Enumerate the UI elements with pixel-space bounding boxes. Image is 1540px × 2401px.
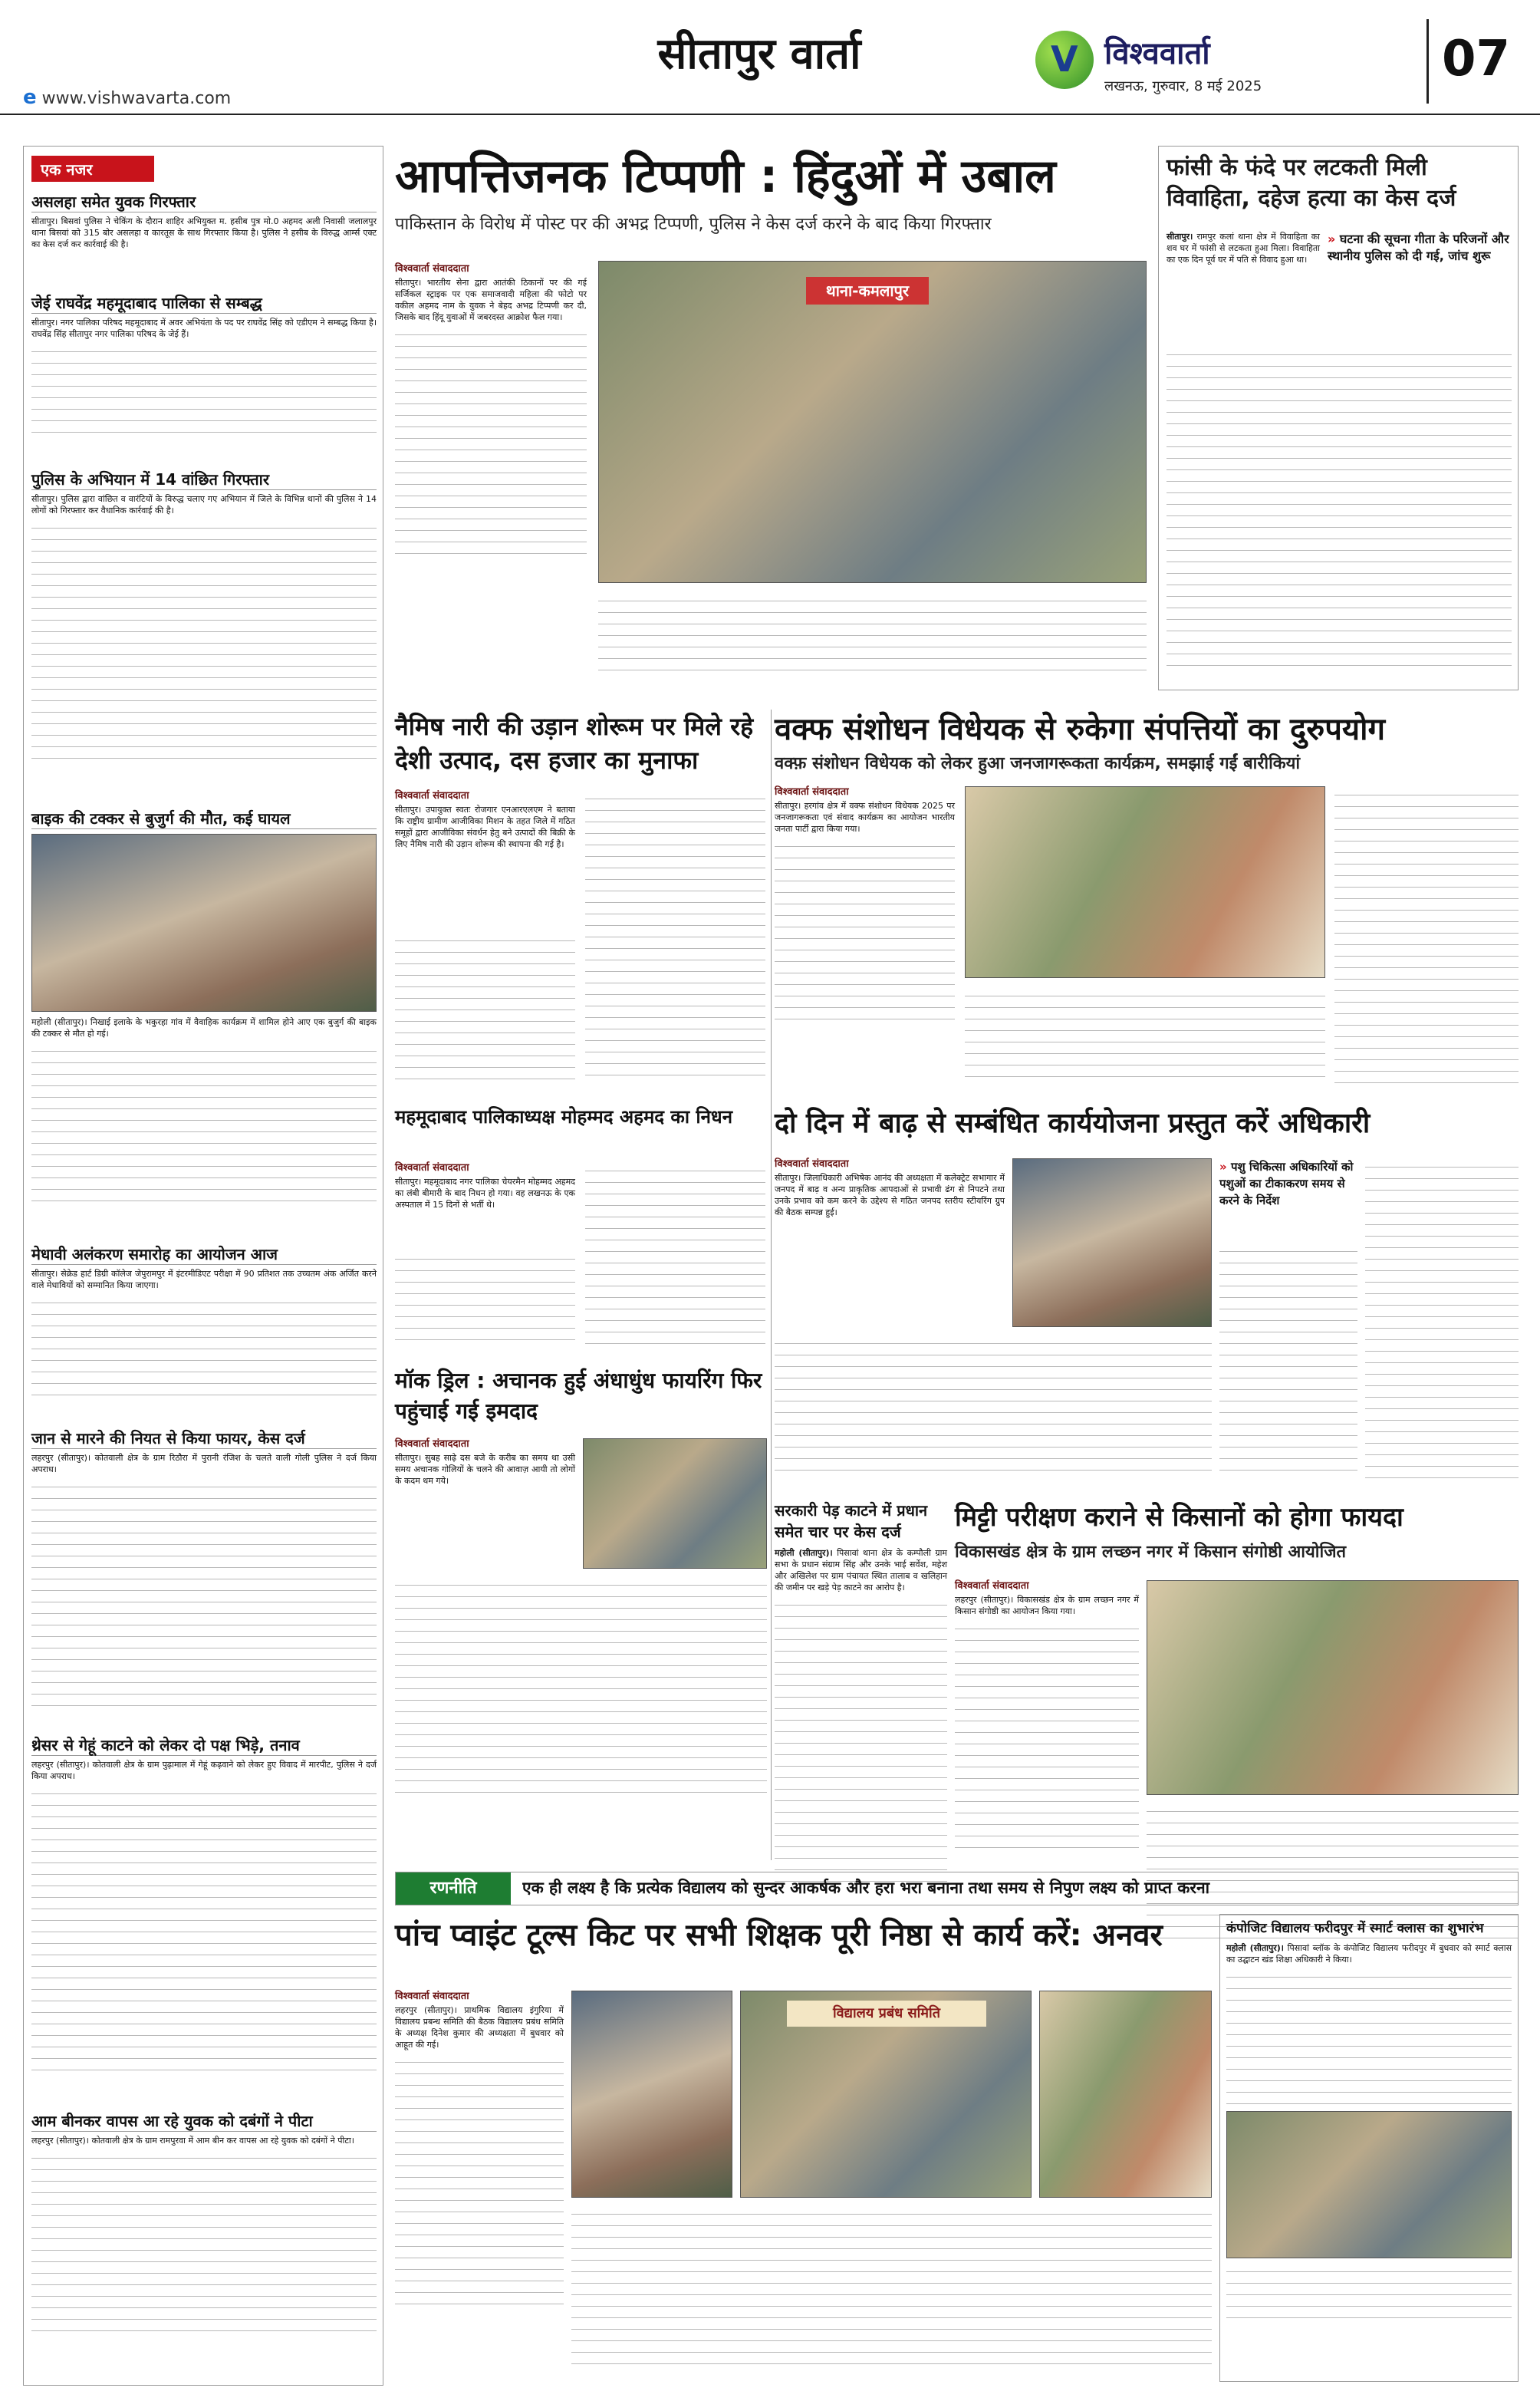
edition-title: सीतापुर वार्ता — [657, 28, 861, 79]
dateline: लखनऊ, गुरुवार, 8 मई 2025 — [1104, 78, 1262, 94]
anwar-story — [395, 1914, 1212, 2382]
byline: विश्ववार्ता संवाददाता — [775, 786, 849, 798]
brief-body: लहरपुर (सीतापुर)। कोतवाली क्षेत्र के ग्राम रामपुरवा में आम बीन कर वापस आ रहे युवक को दबंगों ने पीटा। — [31, 2136, 354, 2146]
byline: विश्ववार्ता संवाददाता — [775, 1158, 849, 1170]
anwar-photo-center — [740, 1991, 1032, 2198]
lead-text-column — [395, 261, 587, 556]
dowry-body: रामपुर कलां थाना क्षेत्र में विवाहिता का शव घर में फांसी से लटकता हुआ मिला। विवाहिता का एक दिन पूर्व घर में पति से विवाद हुआ था। — [1167, 232, 1321, 265]
brief-item — [31, 1734, 377, 2077]
lead-headline: आपत्तिजनक टिप्पणी : हिंदुओं में उबाल — [395, 150, 1056, 203]
strategy-text: एक ही लक्ष्य है कि प्रत्येक विद्यालय को सुन्दर आकर्षक और हरा भरा बनाना तथा समय से निपुण लक्ष्य को प्राप्त करना — [522, 1879, 1210, 1897]
flood-body: सीतापुर। जिलाधिकारी अभिषेक आनंद की अध्यक्षता में कलेक्ट्रेट सभागार में जनपद में बाढ़ व अन्य प्राकृतिक आपदाओं से प्रभावी ढंग से निपटने तथा उनके प्रभाव को कम करने के उद्देश्य से गठित जनपद स्तरीय स्टीयरिंग ग्रुप की बैठक सम्पन्न हुई। — [775, 1173, 1005, 1217]
strategy-strip — [395, 1872, 1519, 1905]
flood-story — [775, 1105, 1519, 1488]
brief-body: सीतापुर। नगर पालिका परिषद महमूदाबाद में अवर अभियंता के पद पर राघवेंद्र सिंह को एडीएम ने सम्बद्ध किया है। राघवेंद्र सिंह सीतापुर नगर पालिका परिषद के जेई हैं। — [31, 318, 377, 339]
flood-headline: दो दिन में बाढ़ से सम्बंधित कार्ययोजना प्रस्तुत करें अधिकारी — [775, 1108, 1371, 1139]
mockdrill-headline: मॉक ड्रिल : अचानक हुई अंधाधुंध फायरिंग फिर पहुंचाई गई इमदाद — [395, 1368, 762, 1424]
smartclass-body: पिसावां ब्लॉक के कंपोजिट विद्यालय फरीदपुर में बुधवार को स्मार्ट क्लास का उद्घाटन खंड शिक्षा अधिकारी ने किया। — [1226, 1943, 1512, 1965]
byline: विश्ववार्ता संवाददाता — [395, 1162, 469, 1174]
mockdrill-photo — [583, 1438, 767, 1569]
anwar-photo-right — [1039, 1991, 1212, 2198]
masthead — [0, 0, 1540, 115]
brief-item — [31, 2110, 377, 2333]
soil-photo — [1147, 1580, 1519, 1795]
brief-headline: बाइक की टक्कर से बुजुर्ग की मौत, कई घायल — [31, 808, 377, 829]
brief-item — [31, 1243, 377, 1401]
brief-body: लहरपुर (सीतापुर)। कोतवाली क्षेत्र के ग्राम रिठौरा में पुरानी रंजिश के चलते वाली गोली पुलिस ने दर्ज किया अपराध। — [31, 1453, 377, 1474]
brand-logo — [1035, 31, 1094, 89]
byline: विश्ववार्ता संवाददाता — [395, 263, 469, 275]
chairman-body: सीतापुर। महमूदाबाद नगर पालिका चेयरमैन मोहम्मद अहमद का लंबी बीमारी के बाद निधन हो गया। वह लखनऊ के एक अस्पताल में 15 दिनों से भर्ती थे। — [395, 1177, 575, 1210]
byline: विश्ववार्ता संवाददाता — [395, 1438, 469, 1450]
lead-continuation — [598, 592, 1147, 677]
chevron-right-icon: » — [1328, 232, 1336, 246]
brief-section-label: एक नजर — [31, 156, 154, 182]
anwar-body: लहरपुर (सीतापुर)। प्राथमिक विद्यालय इंगुरिया में विद्यालय प्रबन्ध समिति की बैठक विद्यालय प्रबंध समिति के अध्यक्ष दिनेश कुमार की अध्यक्षता में बुधवार को आहूत की गई। — [395, 2005, 564, 2050]
dowry-headline: फांसी के फंदे पर लटकती मिली विवाहिता, दहेज हत्या का केस दर्ज — [1167, 154, 1456, 212]
waqf-photo — [965, 786, 1325, 978]
mockdrill-body: सीतापुर। सुबह साढ़े दस बजे के करीब का समय था उसी समय अचानक गोलियों के चलने की आवाज़ आयी तो लोगों के कदम थम गये। — [395, 1453, 575, 1486]
lead-subhead: पाकिस्तान के विरोध में पोस्ट पर की अभद्र टिप्पणी, पुलिस ने केस दर्ज करने के बाद किया गिरफ्तार — [395, 215, 992, 234]
soil-body: लहरपुर (सीतापुर)। विकासखंड क्षेत्र के ग्राम लच्छन नगर में किसान संगोष्ठी का आयोजन किया गया। — [955, 1595, 1139, 1616]
brief-headline: पुलिस के अभियान में 14 वांछित गिरफ्तार — [31, 469, 377, 490]
dowry-lead — [1167, 231, 1320, 265]
byline: महोली (सीतापुर)। — [1226, 1943, 1284, 1953]
byline: विश्ववार्ता संवाददाता — [955, 1580, 1029, 1592]
page-number-separator — [1426, 19, 1429, 104]
police-station-board: थाना-कमलापुर — [806, 277, 929, 305]
brief-headline: मेधावी अलंकरण समारोह का आयोजन आज — [31, 1243, 377, 1265]
byline: विश्ववार्ता संवाददाता — [395, 1991, 469, 2002]
internet-explorer-icon: e — [23, 86, 37, 109]
byline: विश्ववार्ता संवाददाता — [395, 790, 469, 802]
waqf-headline: वक्फ संशोधन विधेयक से रुकेगा संपत्तियों का दुरुपयोग — [775, 712, 1385, 747]
brief-body: सीतापुर। बिसवां पुलिस ने चेकिंग के दौरान शाहिर अभियुक्त म. हसीब पुत्र मो.0 अहमद अली निवासी जलालपुर थाना बिसवां को 315 बोर असलहा व कारतूस के साथ गिरफ्तार किया है। पुलिस ने हसीब के विरुद्ध आर्म्स एक्ट का केस दर्ज कर कार्रवाई की है। — [31, 216, 377, 249]
accident-photo — [31, 834, 377, 1012]
naimish-headline: नैमिष नारी की उड़ान शोरूम पर मिले रहे देशी उत्पाद, दस हजार का मुनाफा — [395, 712, 754, 775]
smartclass-headline: कंपोजिट विद्यालय फरीदपुर में स्मार्ट क्लास का शुभारंभ — [1226, 1921, 1484, 1936]
smartclass-photo — [1226, 2111, 1512, 2258]
brief-headline: जेई राघवेंद्र महमूदाबाद पालिका से सम्बद्ध — [31, 292, 377, 314]
strategy-label: रणनीति — [396, 1872, 511, 1905]
brief-item — [31, 469, 377, 765]
chairman-story — [395, 1105, 767, 1350]
soil-headline: मिट्टी परीक्षण कराने से किसानों को होगा फायदा — [955, 1502, 1403, 1533]
chevron-right-icon: » — [1219, 1160, 1227, 1174]
v-logo-icon: V — [1051, 38, 1078, 80]
brand-name: विश्ववार्ता — [1104, 36, 1210, 71]
byline: महोली (सीतापुर)। — [775, 1548, 833, 1558]
soil-subhead: विकासखंड क्षेत्र के ग्राम लच्छन नगर में किसान संगोष्ठी आयोजित — [955, 1543, 1347, 1562]
brief-item — [31, 808, 377, 1211]
waqf-subhead: वक्फ़ संशोधन विधेयक को लेकर हुआ जनजागरूकता कार्यक्रम, समझाई गईं बारीकियां — [775, 754, 1301, 773]
committee-banner: विद्यालय प्रबंध समिति — [787, 2001, 986, 2027]
naimish-col — [395, 790, 575, 850]
waqf-body: सीतापुर। हरगांव क्षेत्र में वक्फ संशोधन विधेयक 2025 पर जनजागरूकता एवं संवाद कार्यक्रम का आयोजन भारतीय जनता पार्टी द्वारा किया गया। — [775, 801, 955, 834]
mockdrill-story — [395, 1365, 767, 1810]
brief-headline: आम बीनकर वापस आ रहे युवक को दबंगों ने पीटा — [31, 2110, 377, 2132]
brief-body: लहरपुर (सीतापुर)। कोतवाली क्षेत्र के ग्राम पुढ़ामाल में गेहूं कढ़वाने को लेकर हुए विवाद में मारपीट, पुलिस ने दर्ज किया अपराध। — [31, 1760, 377, 1781]
dowry-continuation — [1167, 346, 1512, 676]
site-url[interactable]: e www.vishwavarta.com — [23, 86, 232, 109]
smartclass-story — [1219, 1914, 1519, 2382]
flood-callout: » पशु चिकित्सा अधिकारियों को पशुओं का टीकाकरण समय से करने के निर्देश — [1219, 1160, 1354, 1207]
brief-headline: थ्रेसर से गेहूं काटने को लेकर दो पक्ष भिड़े, तनाव — [31, 1734, 377, 1756]
brief-headline: जान से मारने की नियत से किया फायर, केस दर्ज — [31, 1428, 377, 1449]
brief-item — [31, 292, 377, 435]
naimish-body: सीतापुर। उपायुक्त स्वतः रोजगार एनआरएलएम ने बताया कि राष्ट्रीय ग्रामीण आजीविका मिशन के तहत जिले में गठित समूहों द्वारा आजीविका संवर्धन हेतु बने उत्पादों की बिक्री के लिए नैमिष नारी की उड़ान शोरूम की स्थापना की गई है। — [395, 805, 575, 849]
masthead-rule — [0, 114, 1540, 115]
flood-photo — [1012, 1158, 1212, 1327]
brief-body: सीतापुर। पुलिस द्वारा वांछित व वारंटियों के विरुद्ध चलाए गए अभियान में जिले के विभिन्न थानों की पुलिस ने 14 लोगों को गिरफ्तार कर वैधानिक कार्रवाई की है। — [31, 494, 377, 515]
byline: सीतापुर। — [1167, 232, 1193, 242]
brief-item — [31, 1428, 377, 1708]
trees-headline: सरकारी पेड़ काटने में प्रधान समेत चार पर केस दर्ज — [775, 1501, 928, 1541]
waqf-story — [775, 710, 1519, 1093]
column-divider — [771, 710, 772, 1860]
trees-body: पिसावां थाना क्षेत्र के कम्पौली ग्राम सभा के प्रधान संग्राम सिंह और उनके भाई सर्वेश, महेश और अखिलेश पर ग्राम पंचायत स्थित तालाब व खलिहान की जमीन पर खड़े पेड़ काटने का आरोप है। — [775, 1548, 948, 1592]
brief-body: सीतापुर। सेक्रेड हार्ट डिग्री कॉलेज जेपुरामपुर में इंटरमीडिएट परीक्षा में 90 प्रतिशत तक उच्चतम अंक अर्जित करने वाले मेधावियों को सम्मानित किया जाएगा। — [31, 1269, 377, 1290]
lead-story — [395, 146, 1150, 690]
dowry-callout: » घटना की सूचना गीता के परिजनों और स्थानीय पुलिस को दी गई, जांच शुरू — [1328, 232, 1509, 263]
anwar-photo-left — [571, 1991, 732, 2198]
page-number: 07 — [1442, 31, 1511, 87]
chairman-headline: महमूदाबाद पालिकाध्यक्ष मोहम्मद अहमद का निधन — [395, 1106, 733, 1128]
lead-body: सीतापुर। भारतीय सेना द्वारा आतंकी ठिकानों पर की गई सर्जिकल स्ट्राइक पर एक समाजवादी महिला की फोटो पर वकील अहमद नाम के युवक ने बेहद अभद्र टिप्पणी कर दी, जिसके बाद हिंदू युवाओं में जबरदस्त आक्रोश फैल गया। — [395, 278, 587, 322]
dowry-story — [1158, 146, 1519, 690]
brief-column — [23, 146, 383, 2386]
brief-body: महोली (सीतापुर)। निखाई इलाके के भकुरहा गांव में वैवाहिक कार्यक्रम में शामिल होने आए एक बुजुर्ग की बाइक की टक्कर से मौत हो गई। — [31, 1017, 377, 1039]
brief-headline: असलहा समेत युवक गिरफ्तार — [31, 191, 377, 212]
lead-photo — [598, 261, 1147, 583]
anwar-headline: पांच प्वाइंट टूल्स किट पर सभी शिक्षक पूरी निष्ठा से कार्य करें: अनवर — [395, 1918, 1163, 1953]
brief-item — [31, 191, 377, 250]
naimish-story — [395, 710, 767, 1093]
